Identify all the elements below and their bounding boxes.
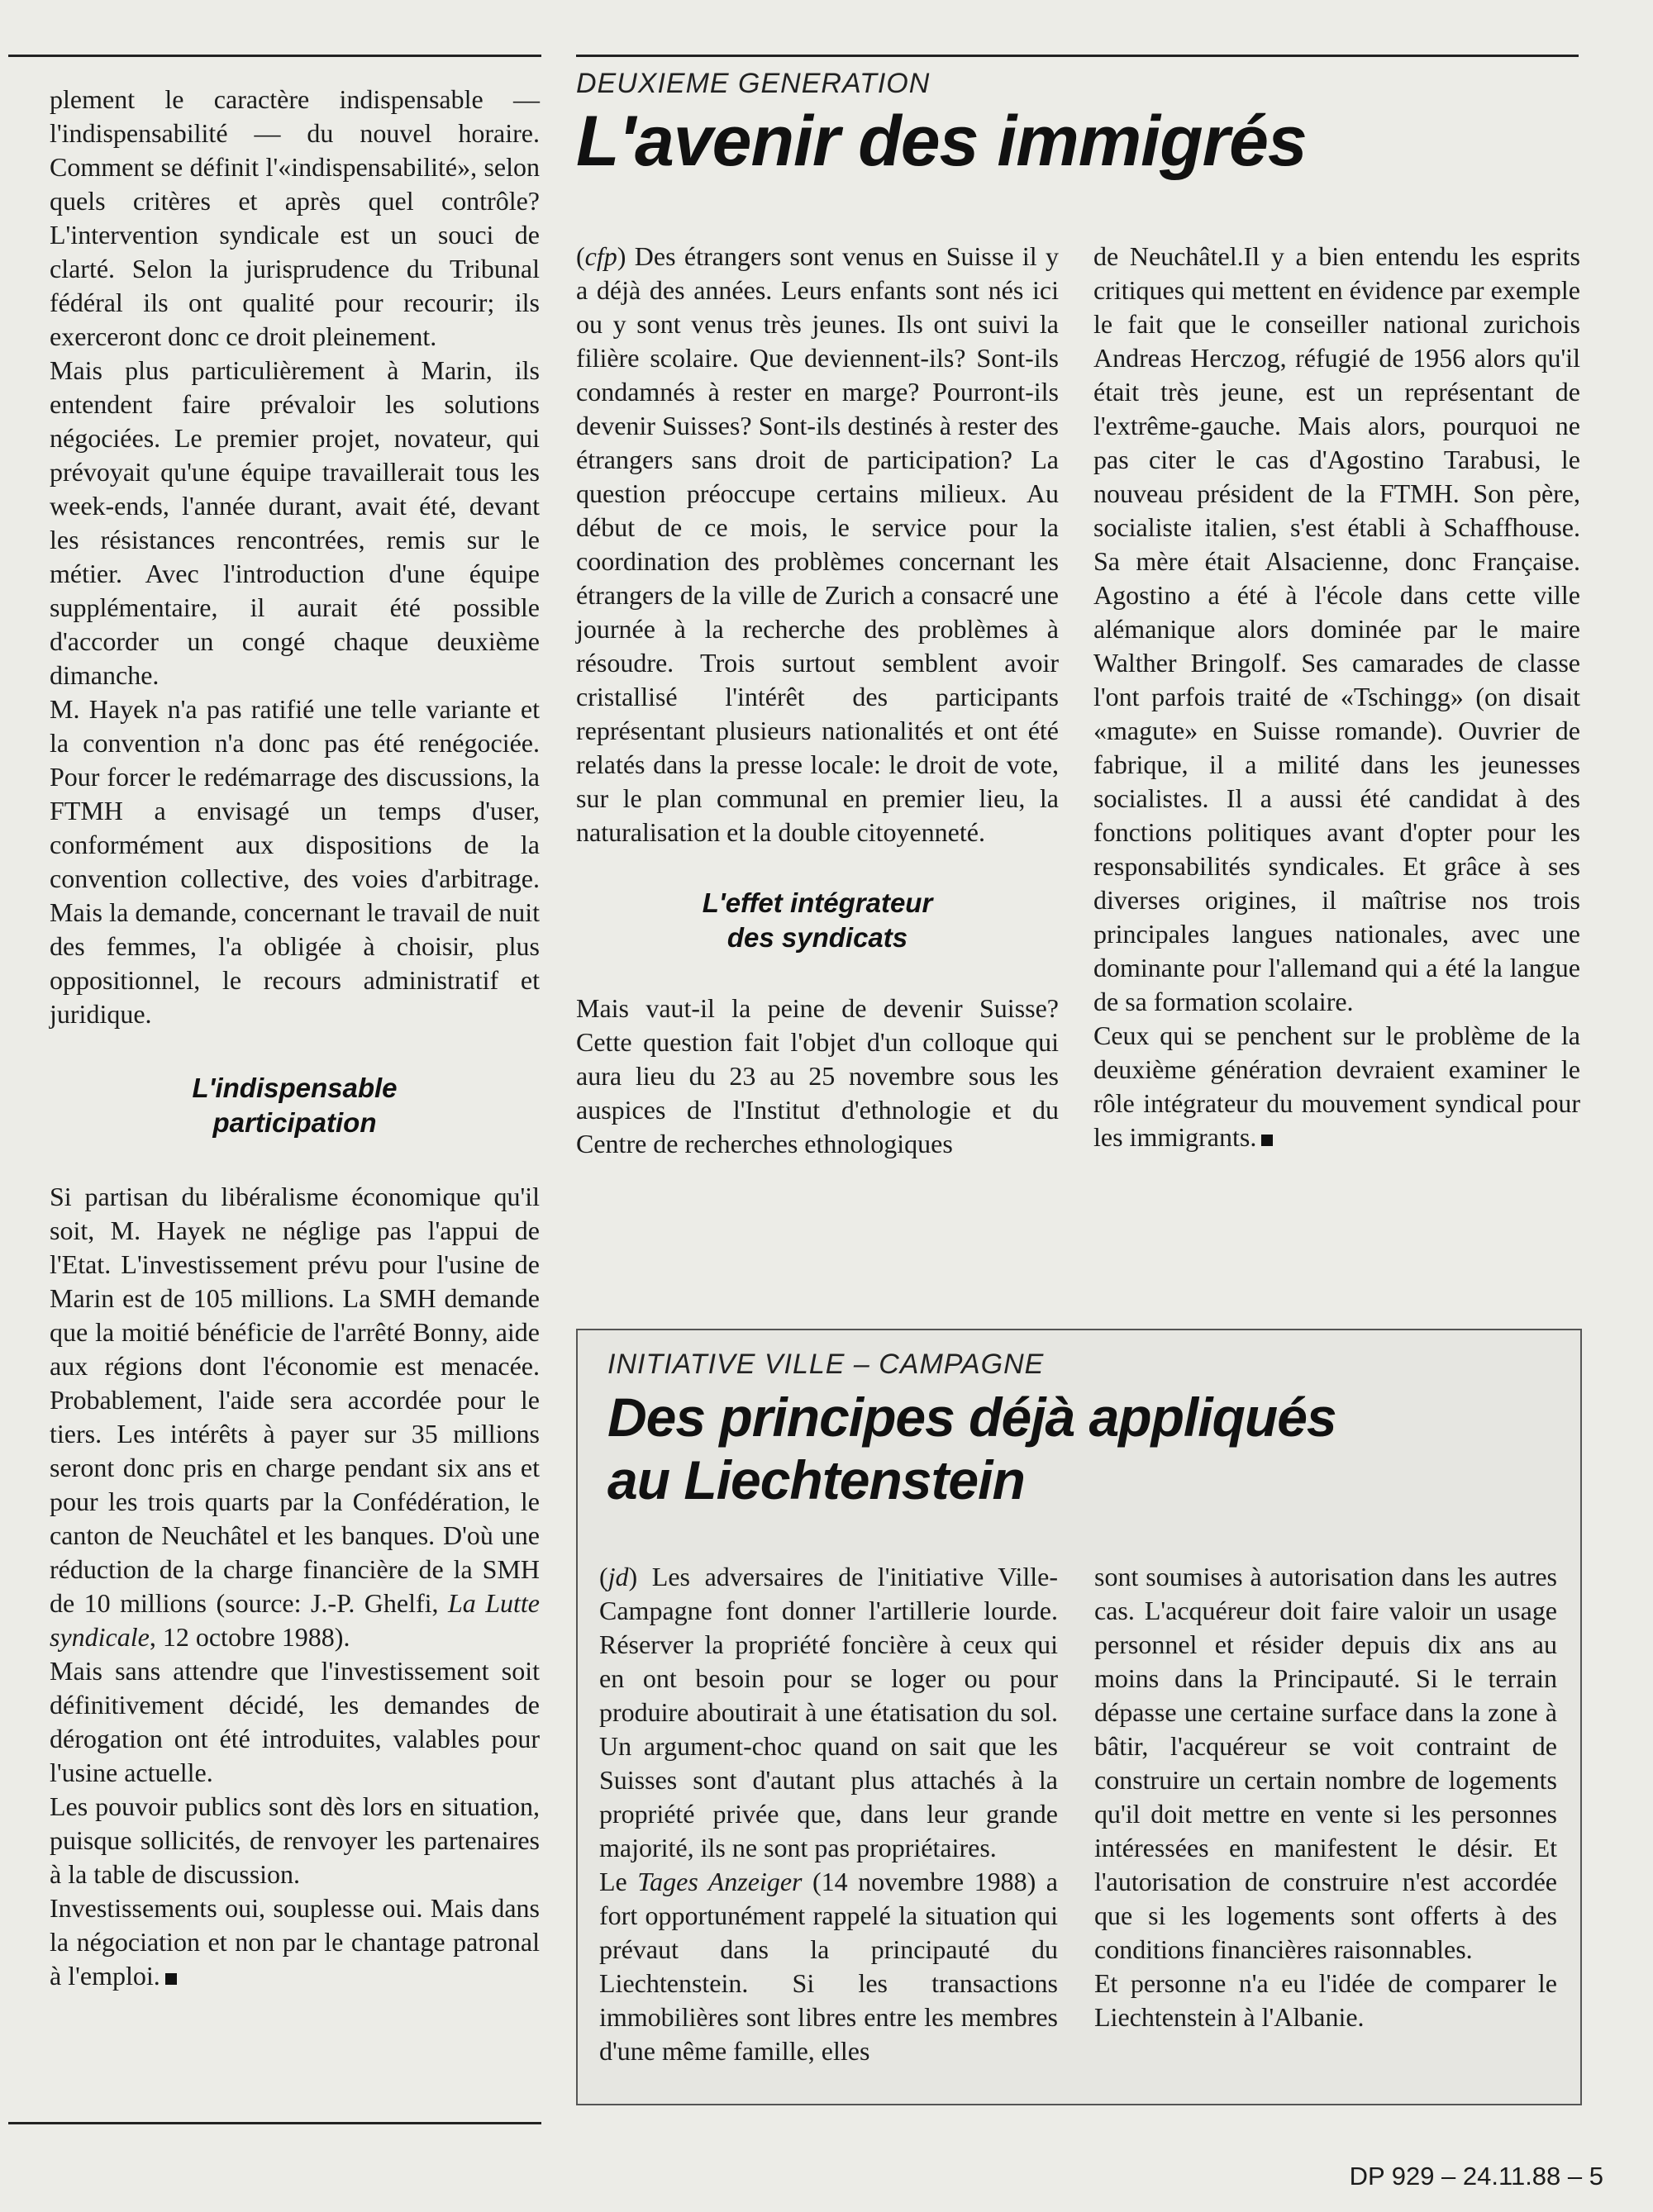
section-subhead bbox=[576, 886, 1059, 955]
page-footer: DP 929 – 24.11.88 – 5 bbox=[1349, 2162, 1603, 2191]
article-immigres-col-2 bbox=[1093, 240, 1580, 1154]
newspaper-name: Tages Anzeiger bbox=[637, 1867, 803, 1896]
paragraph: Investissements oui, souplesse oui. Mais dans la négociation et non par le chantage patronal à l'emploi. bbox=[50, 1893, 540, 1991]
article-liechtenstein-col-2 bbox=[1094, 1560, 1557, 2034]
title-line: Des principes déjà appliqués bbox=[607, 1387, 1336, 1448]
paragraph: Mais sans attendre que l'investissement soit définitivement décidé, les demandes de dérogation ont été introduites, valables pour l'usine actuelle. bbox=[50, 1656, 540, 1787]
article-kicker: DEUXIEME GENERATION bbox=[576, 68, 931, 99]
subhead-line: L'indispensable bbox=[192, 1073, 398, 1103]
article-title: L'avenir des immigrés bbox=[576, 102, 1307, 181]
paragraph: Ceux qui se penchent sur le problème de la deuxième génération devraient examiner le rôle intégrateur du mouvement syndical pour les immigrants. bbox=[1093, 1020, 1580, 1152]
end-mark-icon bbox=[1261, 1135, 1273, 1146]
article-liechtenstein-col-1 bbox=[599, 1560, 1058, 2068]
paragraph: de Neuchâtel.Il y a bien entendu les esprits critiques qui mettent en évidence par exemple le fait que le conseiller national zurichois Andreas Herczog, réfugié de 1956 alors qu'il était très jeune, est un représentant de l'extrême-gauche. Mais alors, pourquoi ne pas citer le cas d'Agostino Tarabusi, le nouveau président de la FTMH. Son père, socialiste italien, s'est établi à Schaffhouse. Sa mère était Alsacienne, donc Française. Agostino a été à l'école dans cette ville alémanique alors dominée par le maire Walther Bringolf. Ses camarades de classe l'ont parfois traité de «Tschingg» (on disait «magute» en Suisse romande). Ouvrier de fabrique, il a milité dans les jeunesses socialistes. Il a aussi été candidat à des fonctions politiques avant d'opter pour les responsabilités syndicales. Et grâce à ses diverses origines, il maîtrise nos trois principales langues nationales, avec une dominante pour l'allemand qui a été la langue de sa formation scolaire. bbox=[1093, 241, 1580, 1016]
article-kicker: INITIATIVE VILLE – CAMPAGNE bbox=[607, 1349, 1045, 1380]
article-liechtenstein-box bbox=[576, 1329, 1582, 2105]
section-subhead bbox=[50, 1071, 540, 1140]
subhead-line: des syndicats bbox=[726, 922, 908, 953]
left-article-text bbox=[50, 83, 540, 1031]
paragraph: (jd) Les adversaires de l'initiative Ville-Campagne font donner l'artillerie lourde. Réserver la propriété foncière à ceux qui en ont besoin pour se loger ou pour produire aboutirait à une étatisation du sol. Un argument-choc quand on sait que les Suisses sont d'autant plus attachés à la propriété privée que, dans leur grande majorité, ils ne sont pas propriétaires. bbox=[599, 1562, 1058, 1862]
left-article-text-2 bbox=[50, 1180, 540, 1993]
end-mark-icon bbox=[165, 1973, 177, 1985]
subhead-line: L'effet intégrateur bbox=[702, 887, 933, 918]
article-liechtenstein-header bbox=[607, 1349, 1558, 1511]
left-column bbox=[50, 83, 540, 1993]
paragraph: Si partisan du libéralisme économique qu'il soit, M. Hayek ne néglige pas l'appui de l'Etat. L'investissement prévu pour l'usine de Marin est de 105 millions. La SMH demande que la moitié bénéficie de l'arrêté Bonny, aide aux régions dont l'économie est menacée. Probablement, l'aide sera accordée pour le tiers. Les intérêts à payer sur 35 millions seront donc pris en charge pendant six ans et pour les trois quarts par la Confédération, le canton de Neuchâtel et les banques. D'où une réduction de la charge financière de la SMH de 10 millions (source: J.-P. Ghelfi, La Lutte syndicale, 12 octobre 1988). bbox=[50, 1182, 541, 1652]
byline: jd bbox=[607, 1562, 629, 1591]
paragraph: M. Hayek n'a pas ratifié une telle variante et la convention n'a donc pas été renégociée. Pour forcer le redémarrage des discussions, la FTMH a envisagé un temps d'user, conformément aux dispositions de la convention collective, des voies d'arbitrage. Mais la demande, concernant le travail de nuit des femmes, l'a obligée à choisir, plus oppositionnel, le recours administratif et juridique. bbox=[50, 694, 540, 1029]
byline: cfp bbox=[584, 241, 617, 271]
paragraph: plement le caractère indispensable — l'indispensabilité — du nouvel horaire. Comment se définit l'«indispensabilité», selon quels critères et après quel contrôle? L'intervention syndicale est un souci de clarté. Selon la jurisprudence du Tribunal fédéral ils ont qualité pour recourir; ils exerceront donc ce droit pleinement. bbox=[50, 84, 540, 351]
top-rule-left bbox=[8, 55, 541, 57]
paragraph: Mais plus particulièrement à Marin, ils entendent faire prévaloir les solutions négociées. Le premier projet, novateur, qui prévoyait qu'une équipe travaillerait tous les week-ends, l'année durant, avait été, devant les résistances rencontrées, remis sur le métier. Avec l'introduction d'une équipe supplémentaire, il aurait été possible d'accorder un congé chaque deuxième dimanche. bbox=[50, 355, 540, 690]
source-title: La Lutte syndicale bbox=[50, 1588, 541, 1652]
paragraph: Mais vaut-il la peine de devenir Suisse? Cette question fait l'objet d'un colloque qui aura lieu du 23 au 25 novembre sous les auspices de l'Institut d'ethnologie et du Centre de recherches ethnologiques bbox=[576, 993, 1059, 1158]
paragraph: (cfp) Des étrangers sont venus en Suisse il y a déjà des années. Leurs enfants sont nés ici ou y sont venus très jeunes. Ils ont suivi la filière scolaire. Que deviennent-ils? Sont-ils condamnés à rester en marge? Pourront-ils devenir Suisses? Sont-ils destinés à rester des étrangers sans droit de participation? La question préoccupe certains milieux. Au début de ce mois, le service pour la coordination des problèmes concernant les étrangers de la ville de Zurich a consacré une journée à la recherche des problèmes à résoudre. Trois surtout semblent avoir cristallisé l'intérêt des participants représentant plusieurs nationalités et ont été relatés dans la presse locale: le droit de vote, sur le plan communal en premier lieu, la naturalisation et la double citoyenneté. bbox=[576, 241, 1059, 847]
article-immigres-col-1 bbox=[576, 240, 1059, 1161]
top-rule-right bbox=[576, 55, 1579, 57]
paragraph: Le Tages Anzeiger (14 novembre 1988) a fort opportunément rappelé la situation qui prévaut dans la principauté du Liechtenstein. Si les transactions immobilières sont libres entre les membres d'une même famille, elles bbox=[599, 1867, 1058, 2066]
paragraph: Les pouvoir publics sont dès lors en situation, puisque sollicités, de renvoyer les partenaires à la table de discussion. bbox=[50, 1791, 540, 1889]
paragraph: sont soumises à autorisation dans les autres cas. L'acquéreur doit faire valoir un usage personnel et résider depuis dix ans au moins dans la Principauté. Si le terrain dépasse une certaine surface dans la zone à bâtir, l'acquéreur se voit contraint de construire un certain nombre de logements qu'il doit mettre en vente si les personnes intéressées en manifestent le désir. Et l'autorisation de construire n'est accordée que si les logements sont offerts à des conditions financières raisonnables. bbox=[1094, 1562, 1557, 1964]
bottom-rule-left bbox=[8, 2122, 541, 2124]
paragraph: Et personne n'a eu l'idée de comparer le Liechtenstein à l'Albanie. bbox=[1094, 1968, 1557, 2032]
article-immigres bbox=[576, 68, 1579, 181]
article-title bbox=[607, 1386, 1558, 1511]
subhead-line: participation bbox=[212, 1107, 377, 1138]
title-line: au Liechtenstein bbox=[607, 1449, 1025, 1510]
